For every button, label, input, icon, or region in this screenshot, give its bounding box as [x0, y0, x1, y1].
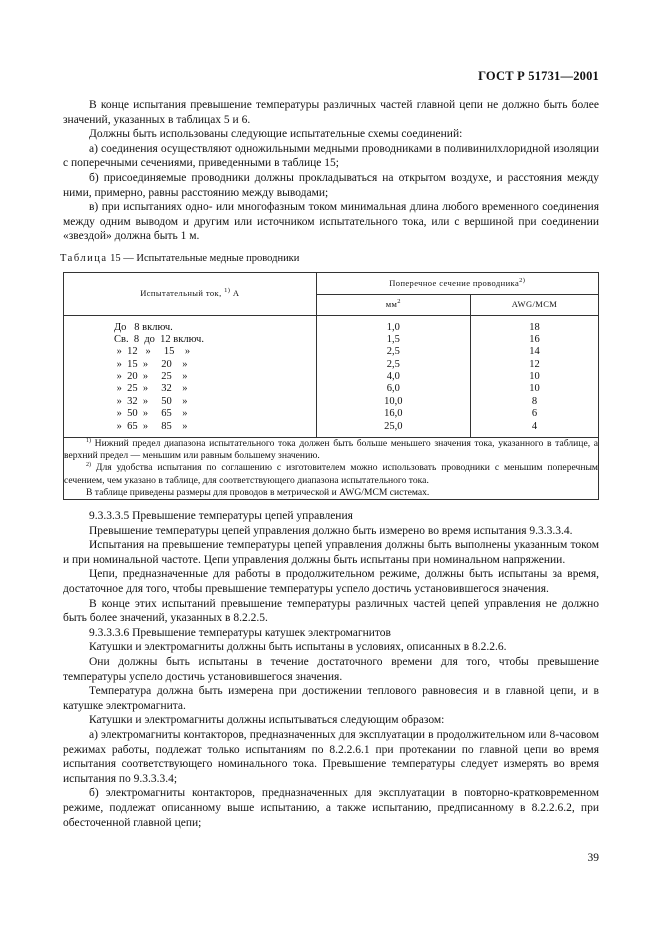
col-header-mm2-label: мм: [385, 299, 398, 310]
paragraph: Температура должна быть измерена при достижении теплового равновесия и в главной цепи, и в катушке электромагнита.: [63, 685, 599, 712]
mm2-value: 2,5: [386, 346, 400, 358]
paragraph: В конце испытания превышение температуры различных частей главной цепи не должно быть более значений, указанных в таблицах 5 и 6.: [63, 99, 599, 126]
paragraph: Катушки и электромагниты должны быть испытаны в условиях, описанных в 8.2.2.6.: [89, 641, 507, 654]
current-range: » 12 » 15 »: [114, 346, 191, 358]
current-range: » 50 » 65 »: [114, 408, 188, 420]
col-header-test-current-label: Испытательный ток,: [140, 288, 222, 299]
current-range: » 65 » 85 »: [114, 420, 188, 432]
awg-value: 18: [529, 321, 540, 333]
current-range: Св. 8 до 12 включ.: [114, 333, 204, 345]
mm2-cell: [316, 315, 470, 438]
section-block: [63, 509, 599, 830]
footnote-ref-1: 1): [224, 287, 231, 295]
note-marker: 2): [86, 462, 91, 469]
mm2-value: 6,0: [386, 383, 400, 395]
note-text: Для удобства испытания по соглашению с изготовителем можно использовать проводники с меньшим поперечным сечением, чем указано в таблице, для соответствующего диапазона испытательного тока.: [64, 462, 598, 486]
paragraph: Должны быть использованы следующие испытательные схемы соединений:: [89, 128, 463, 141]
section-heading: 9.3.3.3.5 Превышение температуры цепей управления: [89, 510, 353, 523]
current-range: » 32 » 50 »: [114, 395, 188, 407]
awg-value: 4: [531, 420, 538, 432]
col-header-mm2: [316, 294, 470, 315]
table-body-row: [64, 315, 599, 438]
mm2-superscript: 2: [397, 298, 401, 306]
paragraph: б) электромагниты контакторов, предназначенных для эксплуатации в повторно-кратковременном режиме, подлежат описанному выше испытанию, а также испытанию, предписанному в 8.2.2.6.2, при обесточенной главной цепи;: [63, 787, 599, 829]
awg-value: 8: [531, 395, 538, 407]
document-header: ГОСТ Р 51731—2001: [478, 69, 599, 83]
mm2-value: 4,0: [386, 371, 400, 383]
paragraph: Катушки и электромагниты должны испытываться следующим образом:: [89, 714, 445, 727]
conductor-table: [63, 272, 599, 501]
paragraph: а) соединения осуществляют одножильными медными проводниками в поливинилхлоридной изоляции с поперечными сечениями, приведенными в таблице 15;: [63, 142, 599, 170]
awg-value: 10: [529, 371, 540, 383]
col-header-unit: А: [232, 288, 240, 299]
mm2-value: 2,5: [386, 358, 400, 370]
group-header-cross-section: [316, 272, 598, 294]
page-content: [60, 98, 599, 830]
awg-value: 6: [531, 408, 538, 420]
paragraph: Цепи, предназначенные для работы в продолжительном режиме, должны быть испытаны за время, достаточное для того, чтобы превышение температуры успело достичь установившегося значения.: [63, 568, 599, 596]
table-caption-label: Таблица: [60, 252, 108, 264]
group-header-label: Поперечное сечение проводника: [389, 277, 520, 288]
table-note: [64, 438, 598, 462]
paragraph: Испытания на превышение температуры цепей управления должны быть выполнены указанным током и при номинальной частоте. Цепи управления должны быть испытаны при номинальном напряжении.: [63, 539, 599, 566]
paragraph: В конце этих испытаний превышение температуры различных частей цепей управления не должно быть более значений, указанных в 8.2.2.5.: [63, 597, 599, 625]
note-marker: 1): [86, 437, 91, 444]
mm2-value: 1,0: [386, 321, 400, 333]
current-range: » 20 » 25 »: [114, 371, 188, 383]
awg-value: 12: [529, 358, 540, 370]
paragraph: Они должны быть испытаны в течение достаточного времени для того, чтобы превышение температуры успело достичь установившегося значения.: [63, 656, 599, 683]
paragraph: в) при испытаниях одно- или многофазным током минимальная длина любого временного соединения между одним выводом и другим или источником испытательного тока, или с вершиной при соединении «звездой» должна быть 1 м.: [63, 201, 599, 243]
awg-cell: [470, 315, 598, 438]
current-range: » 25 » 32 »: [114, 383, 188, 395]
current-range: » 15 » 20 »: [114, 358, 188, 370]
awg-value: 16: [529, 333, 540, 345]
current-range-cell: [64, 315, 317, 438]
awg-value: 14: [529, 346, 540, 358]
mm2-value: 25,0: [384, 420, 403, 432]
paragraph: а) электромагниты контакторов, предназначенных для эксплуатации в продолжительном или 8-часовом режимах работы, подлежат только испытаниям по 8.2.2.6.1 при протекании по главной цепи во время испытания соответствующего номинального тока. Превышение температуры следует измерять во время испытания по 9.3.3.3.4;: [63, 728, 599, 785]
table-notes-row: [64, 438, 599, 500]
mm2-value: 1,5: [386, 333, 400, 345]
awg-value: 10: [529, 383, 540, 395]
footnote-ref-2: 2): [519, 277, 526, 284]
note-text: Нижний предел диапазона испытательного тока должен быть больше меньшего значения тока, указанного в таблице, а верхний предел — меньшим или равным большему значению.: [64, 438, 598, 462]
col-header-awg: AWG/MCM: [470, 294, 598, 315]
paragraph: б) присоединяемые проводники должны прокладываться на открытом воздухе, и расстояния между ними, примерно, равны расстоянию между выводами;: [63, 171, 599, 199]
section-heading: 9.3.3.3.6 Превышение температуры катушек электромагнитов: [89, 626, 391, 639]
mm2-value: 10,0: [384, 395, 403, 407]
table-notes: [64, 438, 599, 500]
table-note: [64, 462, 598, 486]
page-number: 39: [587, 852, 599, 864]
mm2-value: 16,0: [384, 408, 403, 420]
table-caption-text: 15 — Испытательные медные проводники: [110, 252, 300, 264]
table-caption: [60, 252, 599, 267]
paragraph: Превышение температуры цепей управления должно быть измерено во время испытания 9.3.3.3.4.: [89, 524, 573, 537]
col-header-test-current: [64, 272, 317, 315]
table-note: В таблице приведены размеры для проводов в метрической и AWG/MCM системах.: [86, 486, 430, 498]
current-range: До 8 включ.: [114, 321, 173, 333]
